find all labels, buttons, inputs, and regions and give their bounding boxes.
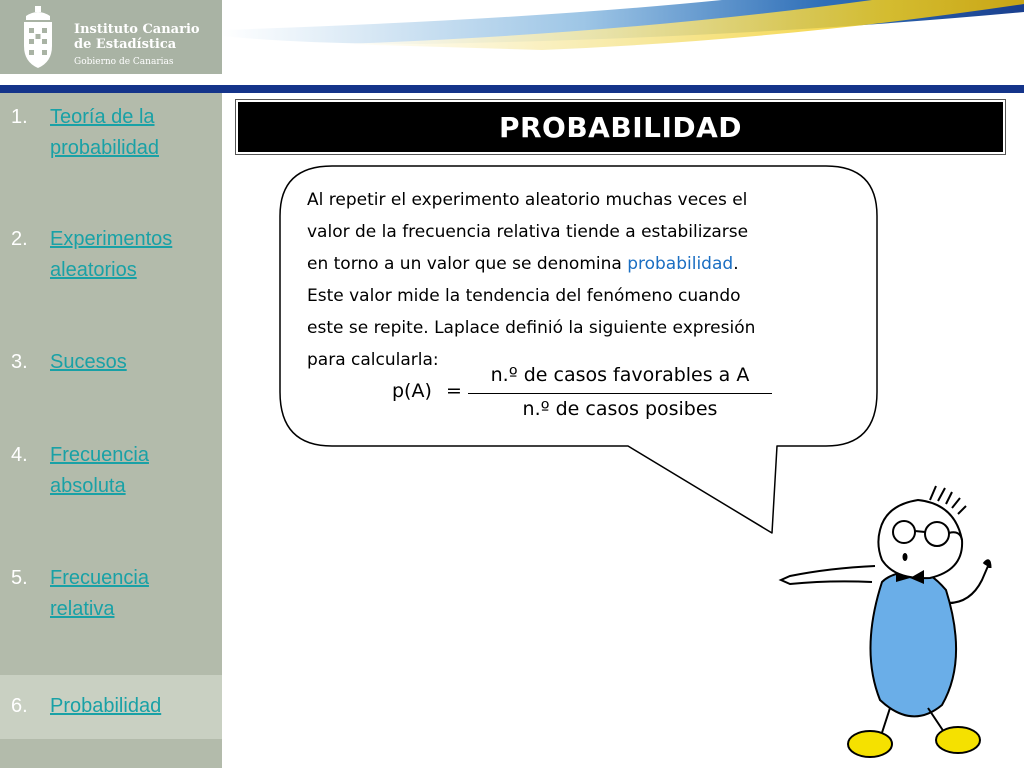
formula-lhs: p(A) <box>392 380 432 402</box>
bubble-line: Al repetir el experimento aleatorio muchas veces el <box>307 190 748 210</box>
sidebar-item-label[interactable]: Sucesos <box>50 351 127 373</box>
formula-denominator: n.º de casos posibes <box>522 398 718 420</box>
bubble-line: valor de la frecuencia relativa tiende a estabilizarse <box>307 222 749 242</box>
highlight-term: probabilidad <box>627 254 734 274</box>
label-line1: Experimentos <box>50 228 173 250</box>
formula-numerator: n.º de casos favorables a A <box>490 364 750 386</box>
label-line1: Teoría de la <box>50 106 155 128</box>
sidebar-item-number: 3. <box>11 351 28 373</box>
sidebar-item-number: 2. <box>11 228 28 250</box>
label-line2: probabilidad <box>50 137 159 159</box>
sidebar-item-number: 4. <box>11 444 28 466</box>
bubble-line-text: en torno a un valor que se denomina <box>307 254 628 274</box>
page-title: PROBABILIDAD <box>498 111 743 144</box>
formula-equals: = <box>446 380 462 402</box>
label-line2: relativa <box>50 598 115 620</box>
label-line2: aleatorios <box>50 259 137 281</box>
org-name-line2: de Estadística <box>74 37 177 52</box>
label-line2: absoluta <box>50 475 126 497</box>
sidebar-item-label[interactable]: Probabilidad <box>50 695 162 717</box>
label-line1: Frecuencia <box>50 567 149 589</box>
bubble-line: Este valor mide la tendencia del fenómeno cuando <box>307 286 741 306</box>
org-subtitle: Gobierno de Canarias <box>74 57 174 67</box>
sidebar-item-number: 5. <box>11 567 28 589</box>
sidebar-item-number: 1. <box>11 106 28 128</box>
period: . <box>733 254 739 274</box>
sidebar-item-number: 6. <box>11 695 28 717</box>
org-name-line1: Instituto Canario <box>74 22 200 37</box>
label-line1: Frecuencia <box>50 444 149 466</box>
bubble-line: este se repite. Laplace definió la siguiente expresión <box>307 318 756 338</box>
bubble-line: para calcularla: <box>307 350 439 370</box>
